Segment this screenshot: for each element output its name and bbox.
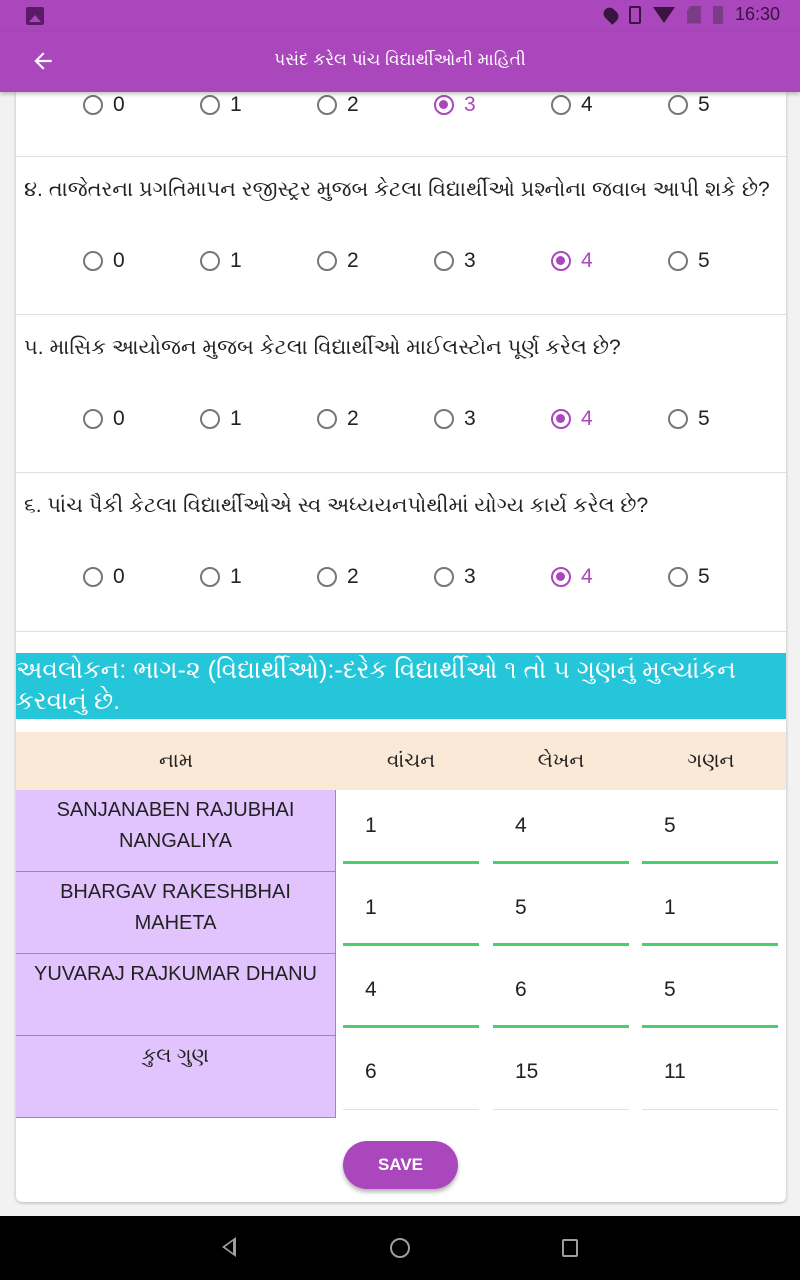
reading-total: 6 (343, 1036, 479, 1110)
radio-circle-icon (83, 95, 103, 115)
radio-group-q3 (16, 92, 786, 124)
nav-back-icon[interactable] (222, 1237, 236, 1257)
math-input[interactable]: 1 (642, 872, 778, 946)
radio-circle-icon (668, 95, 688, 115)
question-5 (16, 315, 786, 473)
student-name: SANJANABEN RAJUBHAI NANGALIYA (16, 790, 336, 872)
student-name: YUVARAJ RAJKUMAR DHANU (16, 954, 336, 1036)
question-4 (16, 157, 786, 315)
table-row (16, 790, 786, 872)
question-text: ૫. માસિક આયોજન મુજબ કેટલા વિદ્યાર્થીઓ માઈલસ્ટોન પૂર્ણ કરેલ છે? (24, 336, 621, 359)
writing-input[interactable]: 4 (493, 790, 629, 864)
radio-q6-0[interactable]: 0 (83, 565, 125, 589)
question-3 (16, 92, 786, 157)
battery-charging-icon (713, 6, 723, 24)
radio-circle-icon (434, 409, 454, 429)
no-sim-icon (687, 6, 701, 24)
radio-q3-0[interactable]: 0 (83, 93, 125, 117)
radio-q6-2[interactable]: 2 (317, 565, 359, 589)
vibrate-icon (629, 6, 641, 24)
radio-circle-icon (317, 95, 337, 115)
column-header-math: ગણન (687, 749, 735, 772)
radio-group-q5 (16, 403, 786, 443)
radio-q6-1[interactable]: 1 (200, 565, 242, 589)
table-header (16, 732, 786, 790)
radio-circle-icon (200, 251, 220, 271)
radio-q6-5[interactable]: 5 (668, 565, 710, 589)
table-row-total (16, 1036, 786, 1118)
total-label: કુલ ગુણ (16, 1036, 336, 1118)
form-card (16, 92, 786, 1202)
radio-circle-icon (83, 251, 103, 271)
radio-q3-2[interactable]: 2 (317, 93, 359, 117)
radio-q4-1[interactable]: 1 (200, 249, 242, 273)
radio-circle-icon (668, 409, 688, 429)
radio-q3-1[interactable]: 1 (200, 93, 242, 117)
radio-q3-3[interactable]: 3 (434, 93, 476, 117)
radio-q6-4[interactable]: 4 (551, 565, 593, 589)
save-button[interactable]: SAVE (343, 1141, 458, 1189)
math-input[interactable]: 5 (642, 954, 778, 1028)
radio-circle-icon (668, 567, 688, 587)
page-title: પસંદ કરેલ પાંચ વિદ્યાર્થીઓની માહિતી (274, 50, 526, 69)
radio-q5-2[interactable]: 2 (317, 407, 359, 431)
question-text: ૪. તાજેતરના પ્રગતિમાપન રજીસ્ટ્રર મુજબ કેટલા વિદ્યાર્થીઓ પ્રશ્નોના જવાબ આપી શકે છે? (24, 178, 770, 201)
radio-q4-0[interactable]: 0 (83, 249, 125, 273)
column-header-writing: લેખન (537, 749, 585, 772)
radio-circle-icon (317, 409, 337, 429)
status-bar (0, 0, 800, 32)
column-header-reading: વાંચન (386, 749, 436, 772)
radio-circle-icon (200, 409, 220, 429)
radio-q5-0[interactable]: 0 (83, 407, 125, 431)
gallery-icon (26, 7, 44, 25)
nav-recents-icon[interactable] (562, 1239, 578, 1257)
radio-q3-4[interactable]: 4 (551, 93, 593, 117)
math-total: 11 (642, 1036, 778, 1110)
radio-circle-icon (83, 409, 103, 429)
radio-q4-3[interactable]: 3 (434, 249, 476, 273)
nav-home-icon[interactable] (390, 1238, 410, 1258)
radio-circle-icon (434, 251, 454, 271)
question-text: ૬. પાંચ પૈકી કેટલા વિદ્યાર્થીઓએ સ્વ અધ્યયનપોથીમાં યોગ્ય કાર્ય કરેલ છે? (24, 494, 649, 517)
radio-circle-icon (200, 567, 220, 587)
radio-circle-icon (551, 95, 571, 115)
radio-group-q4 (16, 245, 786, 285)
radio-checked-icon (434, 95, 454, 115)
writing-total: 15 (493, 1036, 629, 1110)
question-6 (16, 473, 786, 632)
column-header-name: નામ (159, 749, 193, 772)
radio-checked-icon (551, 251, 571, 271)
radio-q3-5[interactable]: 5 (668, 93, 710, 117)
radio-q4-2[interactable]: 2 (317, 249, 359, 273)
math-input[interactable]: 5 (642, 790, 778, 864)
wifi-icon (653, 7, 675, 23)
radio-q5-3[interactable]: 3 (434, 407, 476, 431)
writing-input[interactable]: 5 (493, 872, 629, 946)
student-name: BHARGAV RAKESHBHAI MAHETA (16, 872, 336, 954)
reading-input[interactable]: 4 (343, 954, 479, 1028)
app-bar (0, 32, 800, 92)
table-row (16, 872, 786, 954)
radio-circle-icon (200, 95, 220, 115)
writing-input[interactable]: 6 (493, 954, 629, 1028)
radio-q5-5[interactable]: 5 (668, 407, 710, 431)
radio-checked-icon (551, 409, 571, 429)
radio-circle-icon (317, 567, 337, 587)
radio-circle-icon (317, 251, 337, 271)
section-banner: અવલોકન: ભાગ-૨ (વિદ્યાર્થીઓ):-દરેક વિદ્યાર્થીઓ ૧ તો ૫ ગુણનું મુલ્યાંકન કરવાનું છે. (16, 653, 786, 719)
radio-circle-icon (434, 567, 454, 587)
reading-input[interactable]: 1 (343, 872, 479, 946)
radio-q5-1[interactable]: 1 (200, 407, 242, 431)
radio-checked-icon (551, 567, 571, 587)
navigation-bar (0, 1216, 800, 1280)
radio-circle-icon (668, 251, 688, 271)
radio-q4-4[interactable]: 4 (551, 249, 593, 273)
radio-q5-4[interactable]: 4 (551, 407, 593, 431)
reading-input[interactable]: 1 (343, 790, 479, 864)
status-time: 16:30 (734, 4, 780, 24)
radio-q4-5[interactable]: 5 (668, 249, 710, 273)
radio-q6-3[interactable]: 3 (434, 565, 476, 589)
location-icon (601, 5, 621, 25)
table-row (16, 954, 786, 1036)
radio-group-q6 (16, 561, 786, 601)
radio-circle-icon (83, 567, 103, 587)
